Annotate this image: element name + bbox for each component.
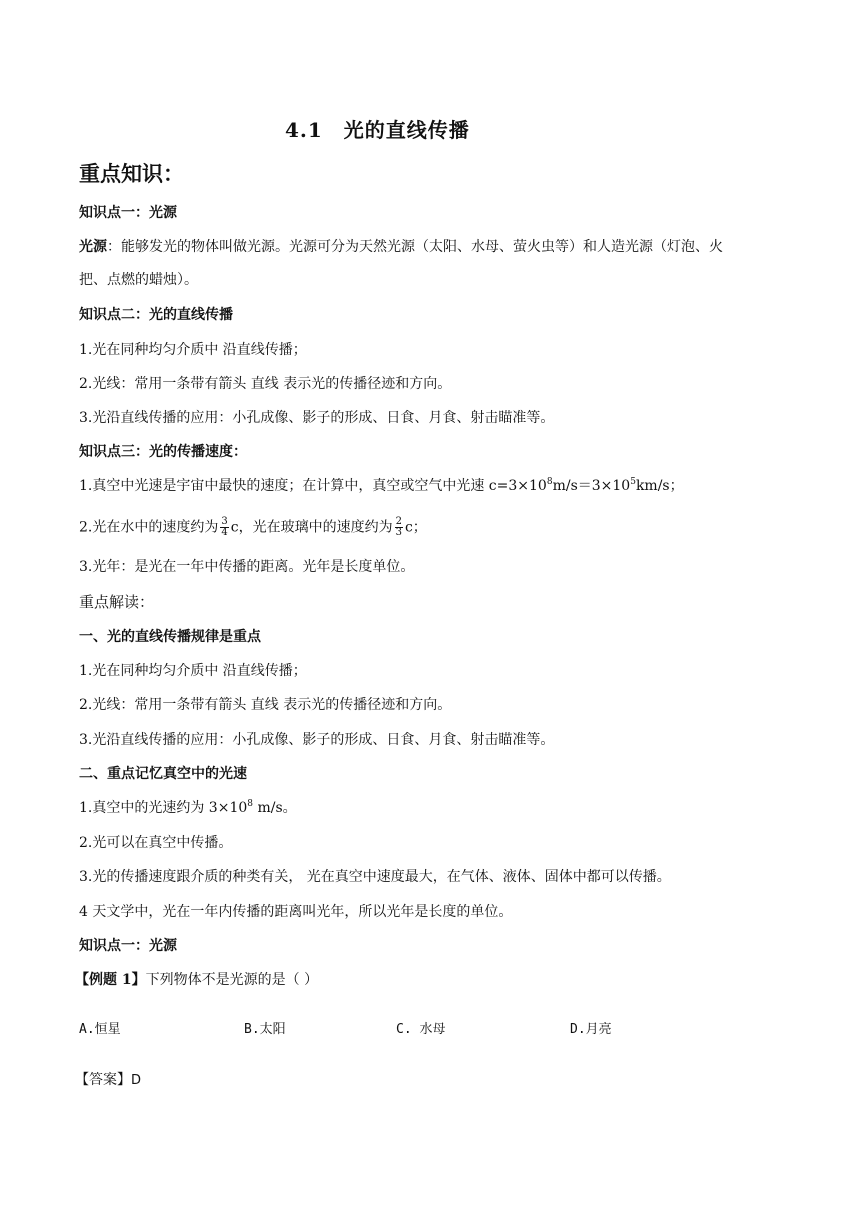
fraction-numerator: 2 <box>395 516 402 527</box>
kp3-item-1-text-a: 1.真空中光速是宇宙中最快的速度；在计算中，真空或空气中光速 c=3×10 <box>79 478 547 494</box>
focus-part2-item-4: 4 天文学中，光在一年内传播的距离叫光年，所以光年是长度的单位。 <box>79 904 513 920</box>
focus-heading: 重点解读： <box>79 593 155 611</box>
kp3-heading: 知识点三：光的传播速度： <box>79 444 247 460</box>
focus-part2-item-1-text-a: 1.真空中的光速约为 3×10 <box>79 800 248 816</box>
fraction-two-thirds <box>395 517 403 538</box>
fraction-numerator: 3 <box>221 516 228 527</box>
kp3-item-2-text-a: 2.光在水中的速度约为 <box>79 519 219 536</box>
focus-part2-item-2: 2.光可以在真空中传播。 <box>79 835 233 851</box>
example-label: 【例题 1】 <box>75 972 146 988</box>
answer-line <box>75 1070 141 1091</box>
kp1-heading: 知识点一：光源 <box>79 205 177 221</box>
focus-part2-heading: 二、重点记忆真空中的光速 <box>79 766 247 782</box>
fraction-three-quarters <box>220 517 228 538</box>
focus-part1-item-3: 3.光沿直线传播的应用：小孔成像、影子的形成、日食、月食、射击瞄准等。 <box>79 732 555 748</box>
kp1-definition-line2: 把、点燃的蜡烛）。 <box>79 272 198 288</box>
kp3-item-2-text-c: c； <box>404 519 427 536</box>
focus-part1-item-2: 2.光线：常用一条带有箭头 直线 表示光的传播径迹和方向。 <box>79 697 452 713</box>
example-question <box>75 970 318 990</box>
option-d: D.月亮 <box>570 1022 612 1037</box>
focus-part2-item-1-exp: 8 <box>247 799 253 809</box>
kp3-item-1-text-b: m/s＝3×10 <box>552 478 631 494</box>
answer-label: 【答案】 <box>75 1072 131 1088</box>
kp1-definition-line1 <box>79 237 723 257</box>
fraction-denominator: 4 <box>221 527 228 538</box>
option-b: B.太阳 <box>244 1022 286 1037</box>
kp3-item-1-text-c: km/s； <box>635 478 684 494</box>
kp2-item-2: 2.光线：常用一条带有箭头 直线 表示光的传播径迹和方向。 <box>79 376 452 392</box>
example-question-text: 下列物体不是光源的是（ ） <box>145 972 319 988</box>
section-heading: 重点知识： <box>79 161 184 186</box>
focus-part2-item-1-text-b: m/s。 <box>253 800 297 816</box>
kp3-item-3: 3.光年：是光在一年中传播的距离。光年是长度单位。 <box>79 559 415 575</box>
page-title: 4.1 光的直线传播 <box>285 118 470 142</box>
kp2-heading: 知识点二：光的直线传播 <box>79 307 233 323</box>
kp3-item-2-text-b: c，光在玻璃中的速度约为 <box>230 519 393 536</box>
kp3-item-1-exp-2: 5 <box>630 477 636 487</box>
kp2-item-3: 3.光沿直线传播的应用：小孔成像、影子的形成、日食、月食、射击瞄准等。 <box>79 410 555 426</box>
answer-value: D <box>131 1073 142 1088</box>
example-kp-heading: 知识点一：光源 <box>79 938 177 954</box>
option-a: A.恒星 <box>79 1022 121 1037</box>
kp3-item-1 <box>79 476 684 496</box>
focus-part2-item-3: 3.光的传播速度跟介质的种类有关， 光在真空中速度最大，在气体、液体、固体中都可以传播。 <box>79 869 671 885</box>
fraction-denominator: 3 <box>395 527 402 538</box>
kp1-def-term: 光源 <box>79 239 107 255</box>
kp3-item-2 <box>79 517 427 538</box>
kp1-def-text: ：能够发光的物体叫做光源。光源可分为天然光源（太阳、水母、萤火虫等）和人造光源（灯泡、火 <box>107 239 723 255</box>
kp3-item-1-exp-1: 8 <box>546 477 553 487</box>
focus-part1-heading: 一、光的直线传播规律是重点 <box>79 629 261 645</box>
option-c: C. 水母 <box>396 1022 446 1037</box>
focus-part1-item-1: 1.光在同种均匀介质中 沿直线传播； <box>79 663 307 679</box>
focus-part2-item-1 <box>79 798 297 818</box>
kp2-item-1: 1.光在同种均匀介质中 沿直线传播； <box>79 342 307 358</box>
